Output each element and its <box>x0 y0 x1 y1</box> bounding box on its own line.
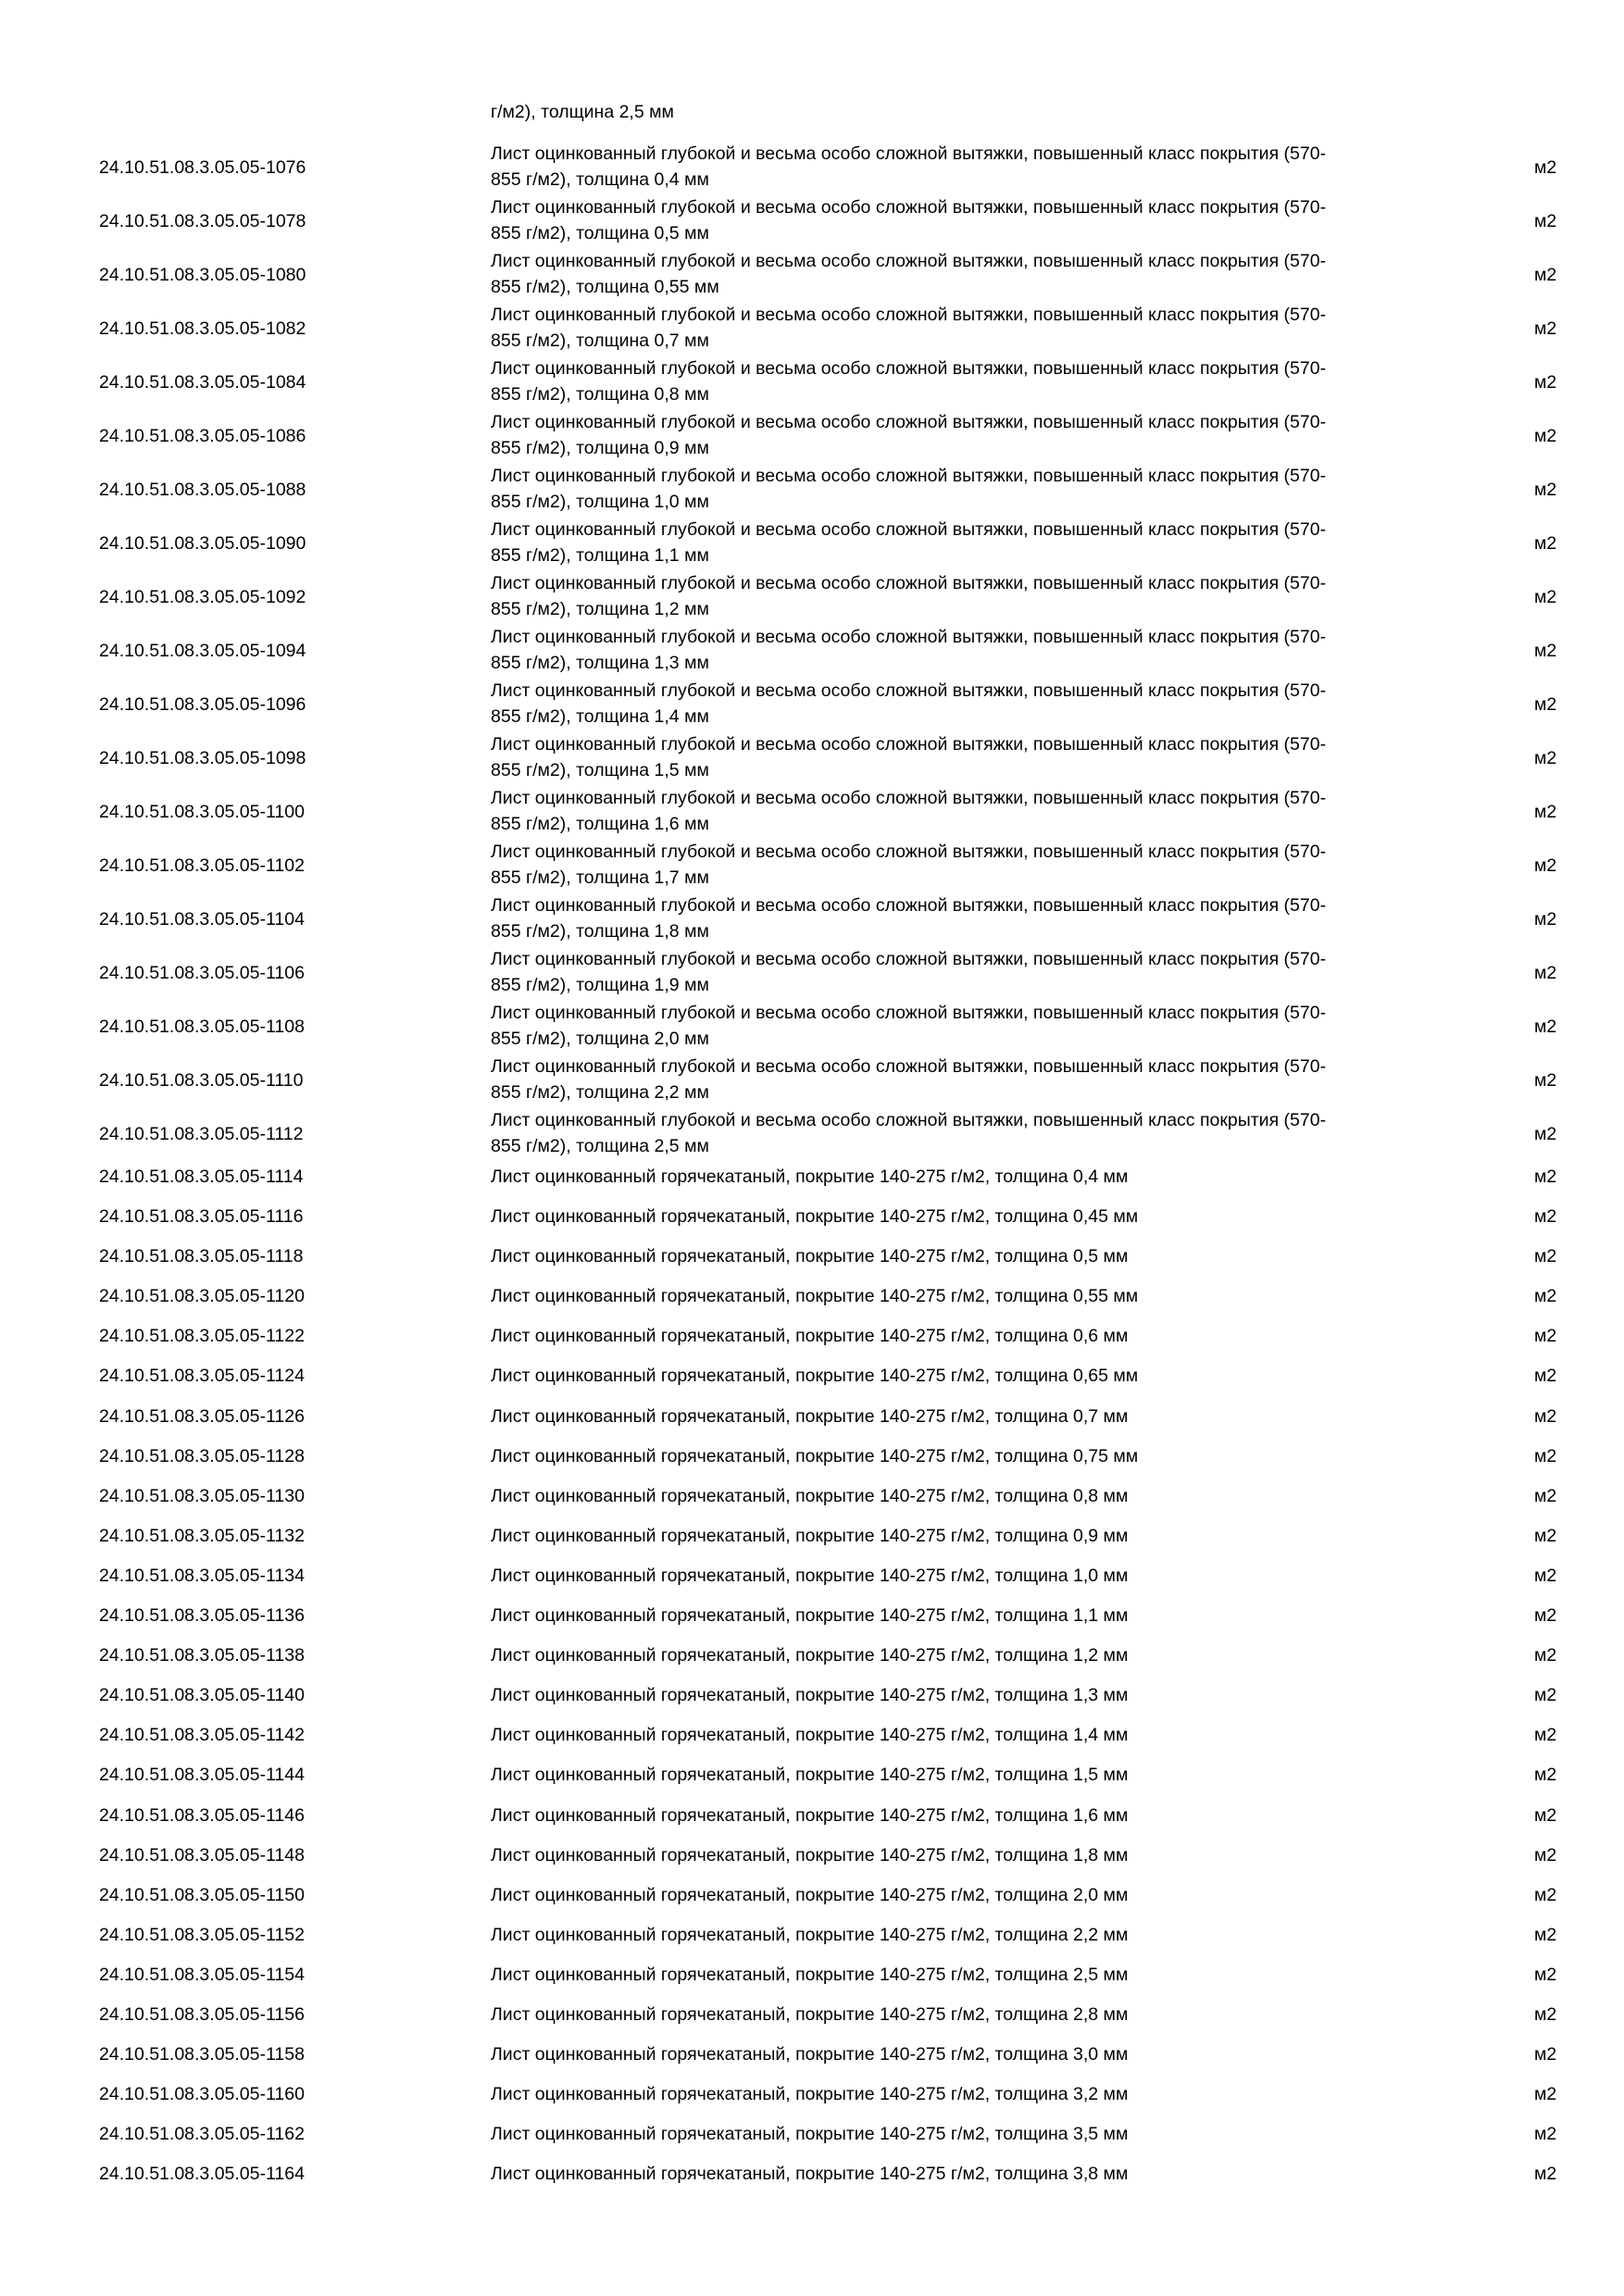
table-row <box>0 1919 1624 1959</box>
description-line-1: Лист оцинкованный глубокой и весьма особо сложной вытяжки, повышенный класс покрытия (570- <box>491 627 1327 647</box>
description-line-1: Лист оцинкованный глубокой и весьма особо сложной вытяжки, повышенный класс покрытия (570- <box>491 412 1327 432</box>
table-row <box>0 2078 1624 2118</box>
table-row <box>0 839 1624 892</box>
resource-description <box>491 1404 1426 1429</box>
description-line-1: Лист оцинкованный горячекатаный, покрытие 140-275 г/м2, толщина 0,5 мм <box>491 1246 1129 1267</box>
resource-description <box>491 839 1426 891</box>
unit-of-measure: м2 <box>1534 2003 1557 2025</box>
unit-of-measure: м2 <box>1534 533 1557 554</box>
resource-code: 24.10.51.08.3.05.05-1146 <box>99 1804 305 1826</box>
table-row <box>0 1241 1624 1280</box>
resource-description <box>491 2162 1426 2186</box>
resource-code: 24.10.51.08.3.05.05-1164 <box>99 2164 305 2185</box>
resource-description <box>491 463 1426 515</box>
resource-code: 24.10.51.08.3.05.05-1134 <box>99 1565 305 1586</box>
table-row <box>0 1360 1624 1400</box>
unit-of-measure: м2 <box>1534 1565 1557 1586</box>
table-row <box>0 1441 1624 1480</box>
resource-code: 24.10.51.08.3.05.05-1114 <box>99 1167 304 1187</box>
description-line-2: 855 г/м2), толщина 1,4 мм <box>491 706 709 727</box>
resource-code: 24.10.51.08.3.05.05-1104 <box>99 909 305 930</box>
table-row <box>0 1800 1624 1840</box>
unit-of-measure: м2 <box>1534 2084 1557 2105</box>
unit-of-measure: м2 <box>1534 211 1557 231</box>
table-row <box>0 1054 1624 1107</box>
description-line-1: Лист оцинкованный горячекатаный, покрытие 140-275 г/м2, толщина 0,8 мм <box>491 1485 1129 1506</box>
description-line-1: Лист оцинкованный горячекатаный, покрытие 140-275 г/м2, толщина 1,5 мм <box>491 1765 1129 1786</box>
table-row <box>0 570 1624 624</box>
table-row <box>0 946 1624 1000</box>
continued-description: г/м2), толщина 2,5 мм <box>491 102 674 122</box>
resource-code: 24.10.51.08.3.05.05-1152 <box>99 1924 305 1945</box>
resource-code: 24.10.51.08.3.05.05-1126 <box>99 1405 305 1427</box>
table-row <box>0 1719 1624 1759</box>
resource-description <box>491 1444 1426 1468</box>
unit-of-measure: м2 <box>1534 265 1557 285</box>
description-line-1: Лист оцинкованный глубокой и весьма особо сложной вытяжки, повышенный класс покрытия (570- <box>491 842 1327 862</box>
description-line-1: Лист оцинкованный глубокой и весьма особо сложной вытяжки, повышенный класс покрытия (570- <box>491 1056 1327 1077</box>
description-line-1: Лист оцинкованный горячекатаный, покрытие 140-275 г/м2, толщина 0,55 мм <box>491 1286 1139 1307</box>
resource-description <box>491 1165 1426 1189</box>
unit-of-measure: м2 <box>1534 587 1557 607</box>
resource-description <box>491 302 1426 354</box>
description-line-1: Лист оцинкованный горячекатаный, покрытие 140-275 г/м2, толщина 0,75 мм <box>491 1445 1139 1466</box>
unit-of-measure: м2 <box>1534 1167 1557 1187</box>
unit-of-measure: м2 <box>1534 1525 1557 1546</box>
unit-of-measure: м2 <box>1534 1804 1557 1826</box>
table-row <box>0 2039 1624 2078</box>
description-line-2: 855 г/м2), толщина 2,5 мм <box>491 1136 709 1156</box>
table-row <box>0 409 1624 463</box>
unit-of-measure: м2 <box>1534 1844 1557 1866</box>
resource-code: 24.10.51.08.3.05.05-1098 <box>99 748 306 768</box>
resource-description <box>491 1244 1426 1268</box>
resource-code: 24.10.51.08.3.05.05-1142 <box>99 1725 305 1746</box>
table-row <box>0 785 1624 839</box>
description-line-1: Лист оцинкованный глубокой и весьма особо сложной вытяжки, повышенный класс покрытия (570- <box>491 1003 1327 1023</box>
unit-of-measure: м2 <box>1534 426 1557 446</box>
table-row <box>0 1999 1624 2039</box>
description-line-1: Лист оцинкованный глубокой и весьма особо сложной вытяжки, повышенный класс покрытия (570- <box>491 788 1327 808</box>
resource-code: 24.10.51.08.3.05.05-1124 <box>99 1366 305 1387</box>
unit-of-measure: м2 <box>1534 909 1557 930</box>
description-line-1: Лист оцинкованный глубокой и весьма особо сложной вытяжки, повышенный класс покрытия (570- <box>491 144 1327 164</box>
description-line-2: 855 г/м2), толщина 0,5 мм <box>491 223 709 243</box>
unit-of-measure: м2 <box>1534 1884 1557 1905</box>
resource-code: 24.10.51.08.3.05.05-1090 <box>99 533 306 554</box>
unit-of-measure: м2 <box>1534 1070 1557 1091</box>
table-row <box>0 2118 1624 2158</box>
table-row <box>0 624 1624 678</box>
description-line-1: Лист оцинкованный горячекатаный, покрытие 140-275 г/м2, толщина 0,7 мм <box>491 1405 1129 1427</box>
description-line-1: Лист оцинкованный горячекатаный, покрытие 140-275 г/м2, толщина 1,4 мм <box>491 1725 1129 1746</box>
description-line-2: 855 г/м2), толщина 0,9 мм <box>491 438 709 458</box>
description-line-2: 855 г/м2), толщина 0,8 мм <box>491 384 709 405</box>
description-line-2: 855 г/м2), толщина 1,1 мм <box>491 545 709 566</box>
table-row <box>0 1840 1624 1879</box>
unit-of-measure: м2 <box>1534 748 1557 768</box>
description-line-1: Лист оцинкованный горячекатаный, покрытие 140-275 г/м2, толщина 2,5 мм <box>491 1964 1129 1985</box>
description-line-1: Лист оцинкованный горячекатаный, покрытие 140-275 г/м2, толщина 0,4 мм <box>491 1167 1129 1187</box>
table-row <box>0 463 1624 517</box>
unit-of-measure: м2 <box>1534 372 1557 393</box>
resource-description <box>491 1843 1426 1867</box>
table-row <box>0 1879 1624 1919</box>
description-line-2: 855 г/м2), толщина 1,9 мм <box>491 975 709 995</box>
resource-description <box>491 194 1426 246</box>
unit-of-measure: м2 <box>1534 1725 1557 1746</box>
unit-of-measure: м2 <box>1534 1445 1557 1466</box>
resource-description <box>491 1000 1426 1052</box>
description-line-1: Лист оцинкованный глубокой и весьма особо сложной вытяжки, повышенный класс покрытия (570- <box>491 197 1327 218</box>
resource-code: 24.10.51.08.3.05.05-1078 <box>99 211 306 231</box>
unit-of-measure: м2 <box>1534 855 1557 876</box>
resource-code: 24.10.51.08.3.05.05-1084 <box>99 372 306 393</box>
description-line-1: Лист оцинкованный горячекатаный, покрытие 140-275 г/м2, толщина 1,8 мм <box>491 1844 1129 1866</box>
resource-description <box>491 1107 1426 1159</box>
resource-code: 24.10.51.08.3.05.05-1122 <box>99 1326 305 1347</box>
resource-description <box>491 248 1426 300</box>
resource-description <box>491 1564 1426 1588</box>
resource-code: 24.10.51.08.3.05.05-1096 <box>99 694 306 715</box>
table-row <box>0 1640 1624 1679</box>
unit-of-measure: м2 <box>1534 2044 1557 2065</box>
table-row <box>0 1401 1624 1441</box>
description-line-1: Лист оцинкованный глубокой и весьма особо сложной вытяжки, повышенный класс покрытия (570- <box>491 734 1327 755</box>
resource-code: 24.10.51.08.3.05.05-1116 <box>99 1206 304 1228</box>
unit-of-measure: м2 <box>1534 1366 1557 1387</box>
table-row <box>0 517 1624 570</box>
description-line-2: 855 г/м2), толщина 2,2 мм <box>491 1082 709 1103</box>
description-line-1: Лист оцинкованный горячекатаный, покрытие 140-275 г/м2, толщина 1,2 мм <box>491 1645 1129 1666</box>
resource-code: 24.10.51.08.3.05.05-1112 <box>99 1124 304 1144</box>
resource-description <box>491 1364 1426 1388</box>
resource-code: 24.10.51.08.3.05.05-1082 <box>99 318 306 339</box>
unit-of-measure: м2 <box>1534 694 1557 715</box>
table-row <box>0 1000 1624 1054</box>
description-line-1: Лист оцинкованный глубокой и весьма особо сложной вытяжки, повышенный класс покрытия (570- <box>491 251 1327 271</box>
unit-of-measure: м2 <box>1534 1326 1557 1347</box>
unit-of-measure: м2 <box>1534 1286 1557 1307</box>
resource-code: 24.10.51.08.3.05.05-1100 <box>99 802 305 822</box>
description-line-1: Лист оцинкованный горячекатаный, покрытие 140-275 г/м2, толщина 3,0 мм <box>491 2044 1129 2065</box>
unit-of-measure: м2 <box>1534 2124 1557 2145</box>
table-row <box>0 302 1624 356</box>
description-line-2: 855 г/м2), толщина 1,7 мм <box>491 867 709 888</box>
resource-code: 24.10.51.08.3.05.05-1140 <box>99 1685 305 1706</box>
unit-of-measure: м2 <box>1534 1685 1557 1706</box>
description-line-2: 855 г/м2), толщина 1,2 мм <box>491 599 709 619</box>
description-line-2: 855 г/м2), толщина 0,4 мм <box>491 169 709 190</box>
resource-description <box>491 2082 1426 2106</box>
resource-description <box>491 1324 1426 1348</box>
resource-code: 24.10.51.08.3.05.05-1154 <box>99 1964 305 1985</box>
unit-of-measure: м2 <box>1534 1124 1557 1144</box>
description-line-1: Лист оцинкованный горячекатаный, покрытие 140-275 г/м2, толщина 0,45 мм <box>491 1206 1139 1228</box>
unit-of-measure: м2 <box>1534 1964 1557 1985</box>
table-row <box>0 1201 1624 1241</box>
resource-description <box>491 624 1426 676</box>
price-table <box>0 141 1624 2198</box>
unit-of-measure: м2 <box>1534 1017 1557 1037</box>
resource-code: 24.10.51.08.3.05.05-1150 <box>99 1884 305 1905</box>
description-line-2: 855 г/м2), толщина 2,0 мм <box>491 1029 709 1049</box>
resource-description <box>491 2042 1426 2066</box>
resource-description <box>491 892 1426 944</box>
description-line-1: Лист оцинкованный горячекатаный, покрытие 140-275 г/м2, толщина 0,6 мм <box>491 1326 1129 1347</box>
resource-description <box>491 1054 1426 1105</box>
description-line-1: Лист оцинкованный глубокой и весьма особо сложной вытяжки, повышенный класс покрытия (570- <box>491 680 1327 701</box>
description-line-1: Лист оцинкованный глубокой и весьма особо сложной вытяжки, повышенный класс покрытия (570- <box>491 358 1327 379</box>
table-row <box>0 1520 1624 1560</box>
description-line-1: Лист оцинкованный горячекатаный, покрытие 140-275 г/м2, толщина 2,2 мм <box>491 1924 1129 1945</box>
resource-code: 24.10.51.08.3.05.05-1156 <box>99 2003 305 2025</box>
description-line-1: Лист оцинкованный горячекатаный, покрытие 140-275 г/м2, толщина 0,65 мм <box>491 1366 1139 1387</box>
resource-description <box>491 409 1426 461</box>
table-row <box>0 1560 1624 1600</box>
resource-description <box>491 1484 1426 1508</box>
resource-code: 24.10.51.08.3.05.05-1144 <box>99 1765 305 1786</box>
resource-description <box>491 1284 1426 1308</box>
table-row <box>0 2158 1624 2198</box>
table-row <box>0 141 1624 194</box>
description-line-1: Лист оцинкованный горячекатаный, покрытие 140-275 г/м2, толщина 3,8 мм <box>491 2164 1129 2185</box>
resource-description <box>491 1643 1426 1667</box>
description-line-2: 855 г/м2), толщина 1,5 мм <box>491 760 709 780</box>
description-line-2: 855 г/м2), толщина 1,0 мм <box>491 492 709 512</box>
description-line-2: 855 г/м2), толщина 1,8 мм <box>491 921 709 942</box>
resource-code: 24.10.51.08.3.05.05-1092 <box>99 587 306 607</box>
description-line-1: Лист оцинкованный горячекатаный, покрытие 140-275 г/м2, толщина 3,5 мм <box>491 2124 1129 2145</box>
table-row <box>0 1161 1624 1201</box>
unit-of-measure: м2 <box>1534 1246 1557 1267</box>
resource-description <box>491 2122 1426 2146</box>
description-line-1: Лист оцинкованный глубокой и весьма особо сложной вытяжки, повышенный класс покрытия (570- <box>491 1110 1327 1130</box>
resource-description <box>491 1204 1426 1229</box>
table-row <box>0 1280 1624 1320</box>
description-line-1: Лист оцинкованный глубокой и весьма особо сложной вытяжки, повышенный класс покрытия (570- <box>491 466 1327 486</box>
description-line-1: Лист оцинкованный глубокой и весьма особо сложной вытяжки, повышенный класс покрытия (570- <box>491 573 1327 593</box>
unit-of-measure: м2 <box>1534 1405 1557 1427</box>
resource-description <box>491 731 1426 783</box>
description-line-2: 855 г/м2), толщина 0,7 мм <box>491 331 709 351</box>
unit-of-measure: м2 <box>1534 1765 1557 1786</box>
unit-of-measure: м2 <box>1534 802 1557 822</box>
resource-code: 24.10.51.08.3.05.05-1160 <box>99 2084 305 2105</box>
description-line-1: Лист оцинкованный глубокой и весьма особо сложной вытяжки, повышенный класс покрытия (570- <box>491 519 1327 540</box>
description-line-1: Лист оцинкованный горячекатаный, покрытие 140-275 г/м2, толщина 1,1 мм <box>491 1605 1129 1627</box>
resource-code: 24.10.51.08.3.05.05-1136 <box>99 1605 305 1627</box>
resource-description <box>491 1723 1426 1747</box>
resource-code: 24.10.51.08.3.05.05-1138 <box>99 1645 305 1666</box>
table-row <box>0 248 1624 302</box>
resource-description <box>491 785 1426 837</box>
unit-of-measure: м2 <box>1534 1605 1557 1627</box>
unit-of-measure: м2 <box>1534 1485 1557 1506</box>
table-row <box>0 1679 1624 1719</box>
description-line-1: Лист оцинкованный глубокой и весьма особо сложной вытяжки, повышенный класс покрытия (570- <box>491 949 1327 969</box>
resource-code: 24.10.51.08.3.05.05-1162 <box>99 2124 305 2145</box>
resource-code: 24.10.51.08.3.05.05-1080 <box>99 265 306 285</box>
table-row <box>0 892 1624 946</box>
resource-description <box>491 141 1426 193</box>
resource-code: 24.10.51.08.3.05.05-1106 <box>99 963 305 983</box>
unit-of-measure: м2 <box>1534 963 1557 983</box>
resource-description <box>491 1763 1426 1787</box>
unit-of-measure: м2 <box>1534 641 1557 661</box>
description-line-1: Лист оцинкованный горячекатаный, покрытие 140-275 г/м2, толщина 2,0 мм <box>491 1884 1129 1905</box>
resource-description <box>491 1883 1426 1907</box>
unit-of-measure: м2 <box>1534 318 1557 339</box>
description-line-1: Лист оцинкованный горячекатаный, покрытие 140-275 г/м2, толщина 2,8 мм <box>491 2003 1129 2025</box>
unit-of-measure: м2 <box>1534 480 1557 500</box>
description-line-1: Лист оцинкованный горячекатаный, покрытие 140-275 г/м2, толщина 1,3 мм <box>491 1685 1129 1706</box>
table-row <box>0 1480 1624 1520</box>
resource-description <box>491 1603 1426 1628</box>
description-line-2: 855 г/м2), толщина 0,55 мм <box>491 277 719 297</box>
resource-description <box>491 1524 1426 1548</box>
resource-code: 24.10.51.08.3.05.05-1158 <box>99 2044 305 2065</box>
description-line-2: 855 г/м2), толщина 1,3 мм <box>491 653 709 673</box>
table-row <box>0 356 1624 409</box>
table-row <box>0 1107 1624 1161</box>
unit-of-measure: м2 <box>1534 1206 1557 1228</box>
resource-description <box>491 678 1426 730</box>
description-line-1: Лист оцинкованный горячекатаный, покрытие 140-275 г/м2, толщина 1,6 мм <box>491 1804 1129 1826</box>
resource-code: 24.10.51.08.3.05.05-1130 <box>99 1485 305 1506</box>
description-line-1: Лист оцинкованный горячекатаный, покрытие 140-275 г/м2, толщина 0,9 мм <box>491 1525 1129 1546</box>
resource-code: 24.10.51.08.3.05.05-1120 <box>99 1286 305 1307</box>
resource-description <box>491 356 1426 407</box>
description-line-1: Лист оцинкованный горячекатаный, покрытие 140-275 г/м2, толщина 3,2 мм <box>491 2084 1129 2105</box>
resource-code: 24.10.51.08.3.05.05-1088 <box>99 480 306 500</box>
resource-description <box>491 946 1426 998</box>
resource-code: 24.10.51.08.3.05.05-1148 <box>99 1844 305 1866</box>
table-row <box>0 731 1624 785</box>
resource-description <box>491 2003 1426 2027</box>
resource-description <box>491 570 1426 622</box>
resource-code: 24.10.51.08.3.05.05-1128 <box>99 1445 305 1466</box>
unit-of-measure: м2 <box>1534 157 1557 178</box>
resource-code: 24.10.51.08.3.05.05-1086 <box>99 426 306 446</box>
description-line-1: Лист оцинкованный горячекатаный, покрытие 140-275 г/м2, толщина 1,0 мм <box>491 1565 1129 1586</box>
description-line-1: Лист оцинкованный глубокой и весьма особо сложной вытяжки, повышенный класс покрытия (570- <box>491 305 1327 325</box>
resource-code: 24.10.51.08.3.05.05-1102 <box>99 855 305 876</box>
table-row <box>0 1759 1624 1799</box>
table-row <box>0 1320 1624 1360</box>
resource-code: 24.10.51.08.3.05.05-1132 <box>99 1525 305 1546</box>
resource-code: 24.10.51.08.3.05.05-1094 <box>99 641 306 661</box>
table-row <box>0 678 1624 731</box>
resource-code: 24.10.51.08.3.05.05-1108 <box>99 1017 305 1037</box>
table-row <box>0 1600 1624 1640</box>
resource-description <box>491 517 1426 568</box>
description-line-1: Лист оцинкованный глубокой и весьма особо сложной вытяжки, повышенный класс покрытия (570- <box>491 895 1327 916</box>
resource-description <box>491 1683 1426 1707</box>
description-line-2: 855 г/м2), толщина 1,6 мм <box>491 814 709 834</box>
resource-code: 24.10.51.08.3.05.05-1076 <box>99 157 306 178</box>
resource-description <box>491 1923 1426 1947</box>
unit-of-measure: м2 <box>1534 2164 1557 2185</box>
unit-of-measure: м2 <box>1534 1645 1557 1666</box>
resource-code: 24.10.51.08.3.05.05-1110 <box>99 1070 304 1091</box>
table-row <box>0 194 1624 248</box>
resource-description <box>491 1803 1426 1828</box>
resource-code: 24.10.51.08.3.05.05-1118 <box>99 1246 304 1267</box>
resource-description <box>491 1963 1426 1987</box>
table-row <box>0 1959 1624 1999</box>
unit-of-measure: м2 <box>1534 1924 1557 1945</box>
